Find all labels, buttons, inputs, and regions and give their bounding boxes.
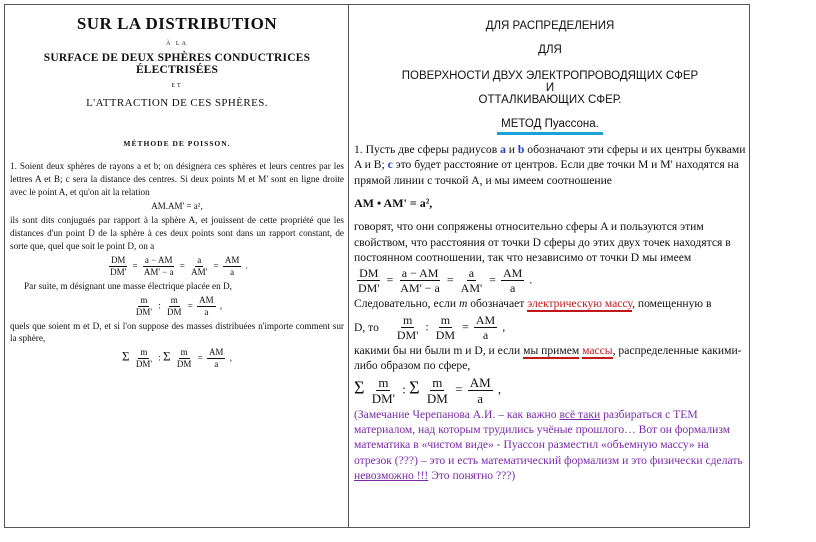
translation-formula-2: $\frac{DM}{DM'}$ = $\frac{a - AM}{AM' - a}$ = $\frac{a}{AM'}$ = $\frac{AM}{a}$ . <box>358 266 533 296</box>
original-subtitle: SURFACE DE DEUX SPHÈRES CONDUCTRICES ÉLECTRISÉES <box>43 52 311 76</box>
original-title: SUR LA DISTRIBUTION <box>76 14 278 33</box>
original-paragraph-4: quels que soient m et D, et si l'on suppose des masses distribuées n'importe comment sur la sphère, <box>10 320 344 344</box>
highlight-we-take: мы примем <box>523 343 580 357</box>
translation-paragraph-3: Следовательно, если m обозначает электрическую массу, помещенную в <box>354 297 712 311</box>
author-note: (Замечание Черепанова А.И. – как важно всё таки разбираться с ТЕМ материалом, над которым трудились учёные прошлого… Вот он формализм математика в «чистом виде» - Пуассон разместил «объемную массу» на отрезок (???) – это и есть математический формализм и это физически сделать невозможно !!! Это понятно ???) <box>354 407 743 483</box>
translation-heading-5: ОТТАЛКИВАЮЩИХ СФЕР. <box>478 94 622 106</box>
original-paragraph-2: ils sont dits conjugués par rapport à la sphère A, et jouissent de cette propriété que les distances d'un point D de la sphère à ces deux points sont dans un rapport constant, de sorte que, quel que soit le point D, on a <box>10 215 344 251</box>
translation-heading-4: И <box>545 82 555 94</box>
translation-formula-3: $\frac{m}{DM'}$ : $\frac{m}{DM}$ = $\frac{AM}{a}$ , <box>396 312 506 342</box>
translation-paragraph-4: какими бы ни были m и D, и если мы примем массы, распределенные какими-либо образом по сфере, <box>354 343 742 373</box>
original-formula-4: Σ $\frac{m}{DM'}$ : Σ $\frac{m}{DM}$ = $\frac{AM}{a}$ , <box>122 347 232 370</box>
translation-paragraph-2: говорят, что они сопряжены относительно сферы A и пользуются этим свойством, что расстояния от точки D сферы до этих двух точек находятся в постоянном соотношении, так что независимо от точки D мы имеем <box>354 220 731 265</box>
translation-heading-2: ДЛЯ <box>538 44 562 56</box>
column-divider <box>348 4 349 528</box>
original-et: ET <box>171 83 183 89</box>
original-formula-2: $\frac{DM}{DM'}$ = $\frac{a - AM}{AM' - a}$ = $\frac{a}{AM'}$ = $\frac{AM}{a}$ . <box>110 254 248 277</box>
original-formula-3: $\frac{m}{DM'}$ : $\frac{m}{DM}$ = $\frac{AM}{a}$ , <box>135 294 223 317</box>
translation-russian-column <box>354 8 746 484</box>
translation-formula-1: AM • AM' = a², <box>354 196 433 211</box>
original-formula-1: AM.AM' = a², <box>151 201 203 212</box>
highlight-masses: массы <box>582 343 613 357</box>
original-paragraph-3: Par suite, m désignant une masse électrique placée en D, <box>24 280 232 291</box>
original-paragraph-1: 1. Soient deux sphères de rayons a et b; on désignera ces sphères et leurs centres par les lettres A et B; c sera la distance des centres. Si deux points M et M' sont en ligne droite avec le point A, et qu'on ait la relation <box>10 161 344 197</box>
translation-heading-1: ДЛЯ РАСПРЕДЕЛЕНИЯ <box>485 20 615 32</box>
original-french-column <box>10 8 344 372</box>
translation-heading-3: ПОВЕРХНОСТИ ДВУХ ЭЛЕКТРОПРОВОДЯЩИХ СФЕР <box>401 70 699 82</box>
highlight-electric-mass: электрическую массу <box>527 297 633 311</box>
translation-formula-4: Σ $\frac{m}{DM'}$ : Σ $\frac{m}{DM}$ = $\frac{AM}{a}$ , <box>354 374 502 406</box>
original-method-heading: MÉTHODE DE POISSON. <box>123 139 231 148</box>
translation-d-to: D, то <box>354 320 379 334</box>
original-subtitle-2: L'ATTRACTION DE CES SPHÈRES. <box>86 97 268 109</box>
translation-paragraph-1: 1. Пусть две сферы радиусов a и b обозначают эти сферы и их центры буквами A и B; c это будет расстояние от центров. Если две точки M и M' находятся на прямой линии с точкой A, и мы имеем соотношение <box>354 143 746 187</box>
translation-method-heading: МЕТОД Пуассона. <box>497 118 603 135</box>
original-a-la: À LA <box>166 41 188 47</box>
